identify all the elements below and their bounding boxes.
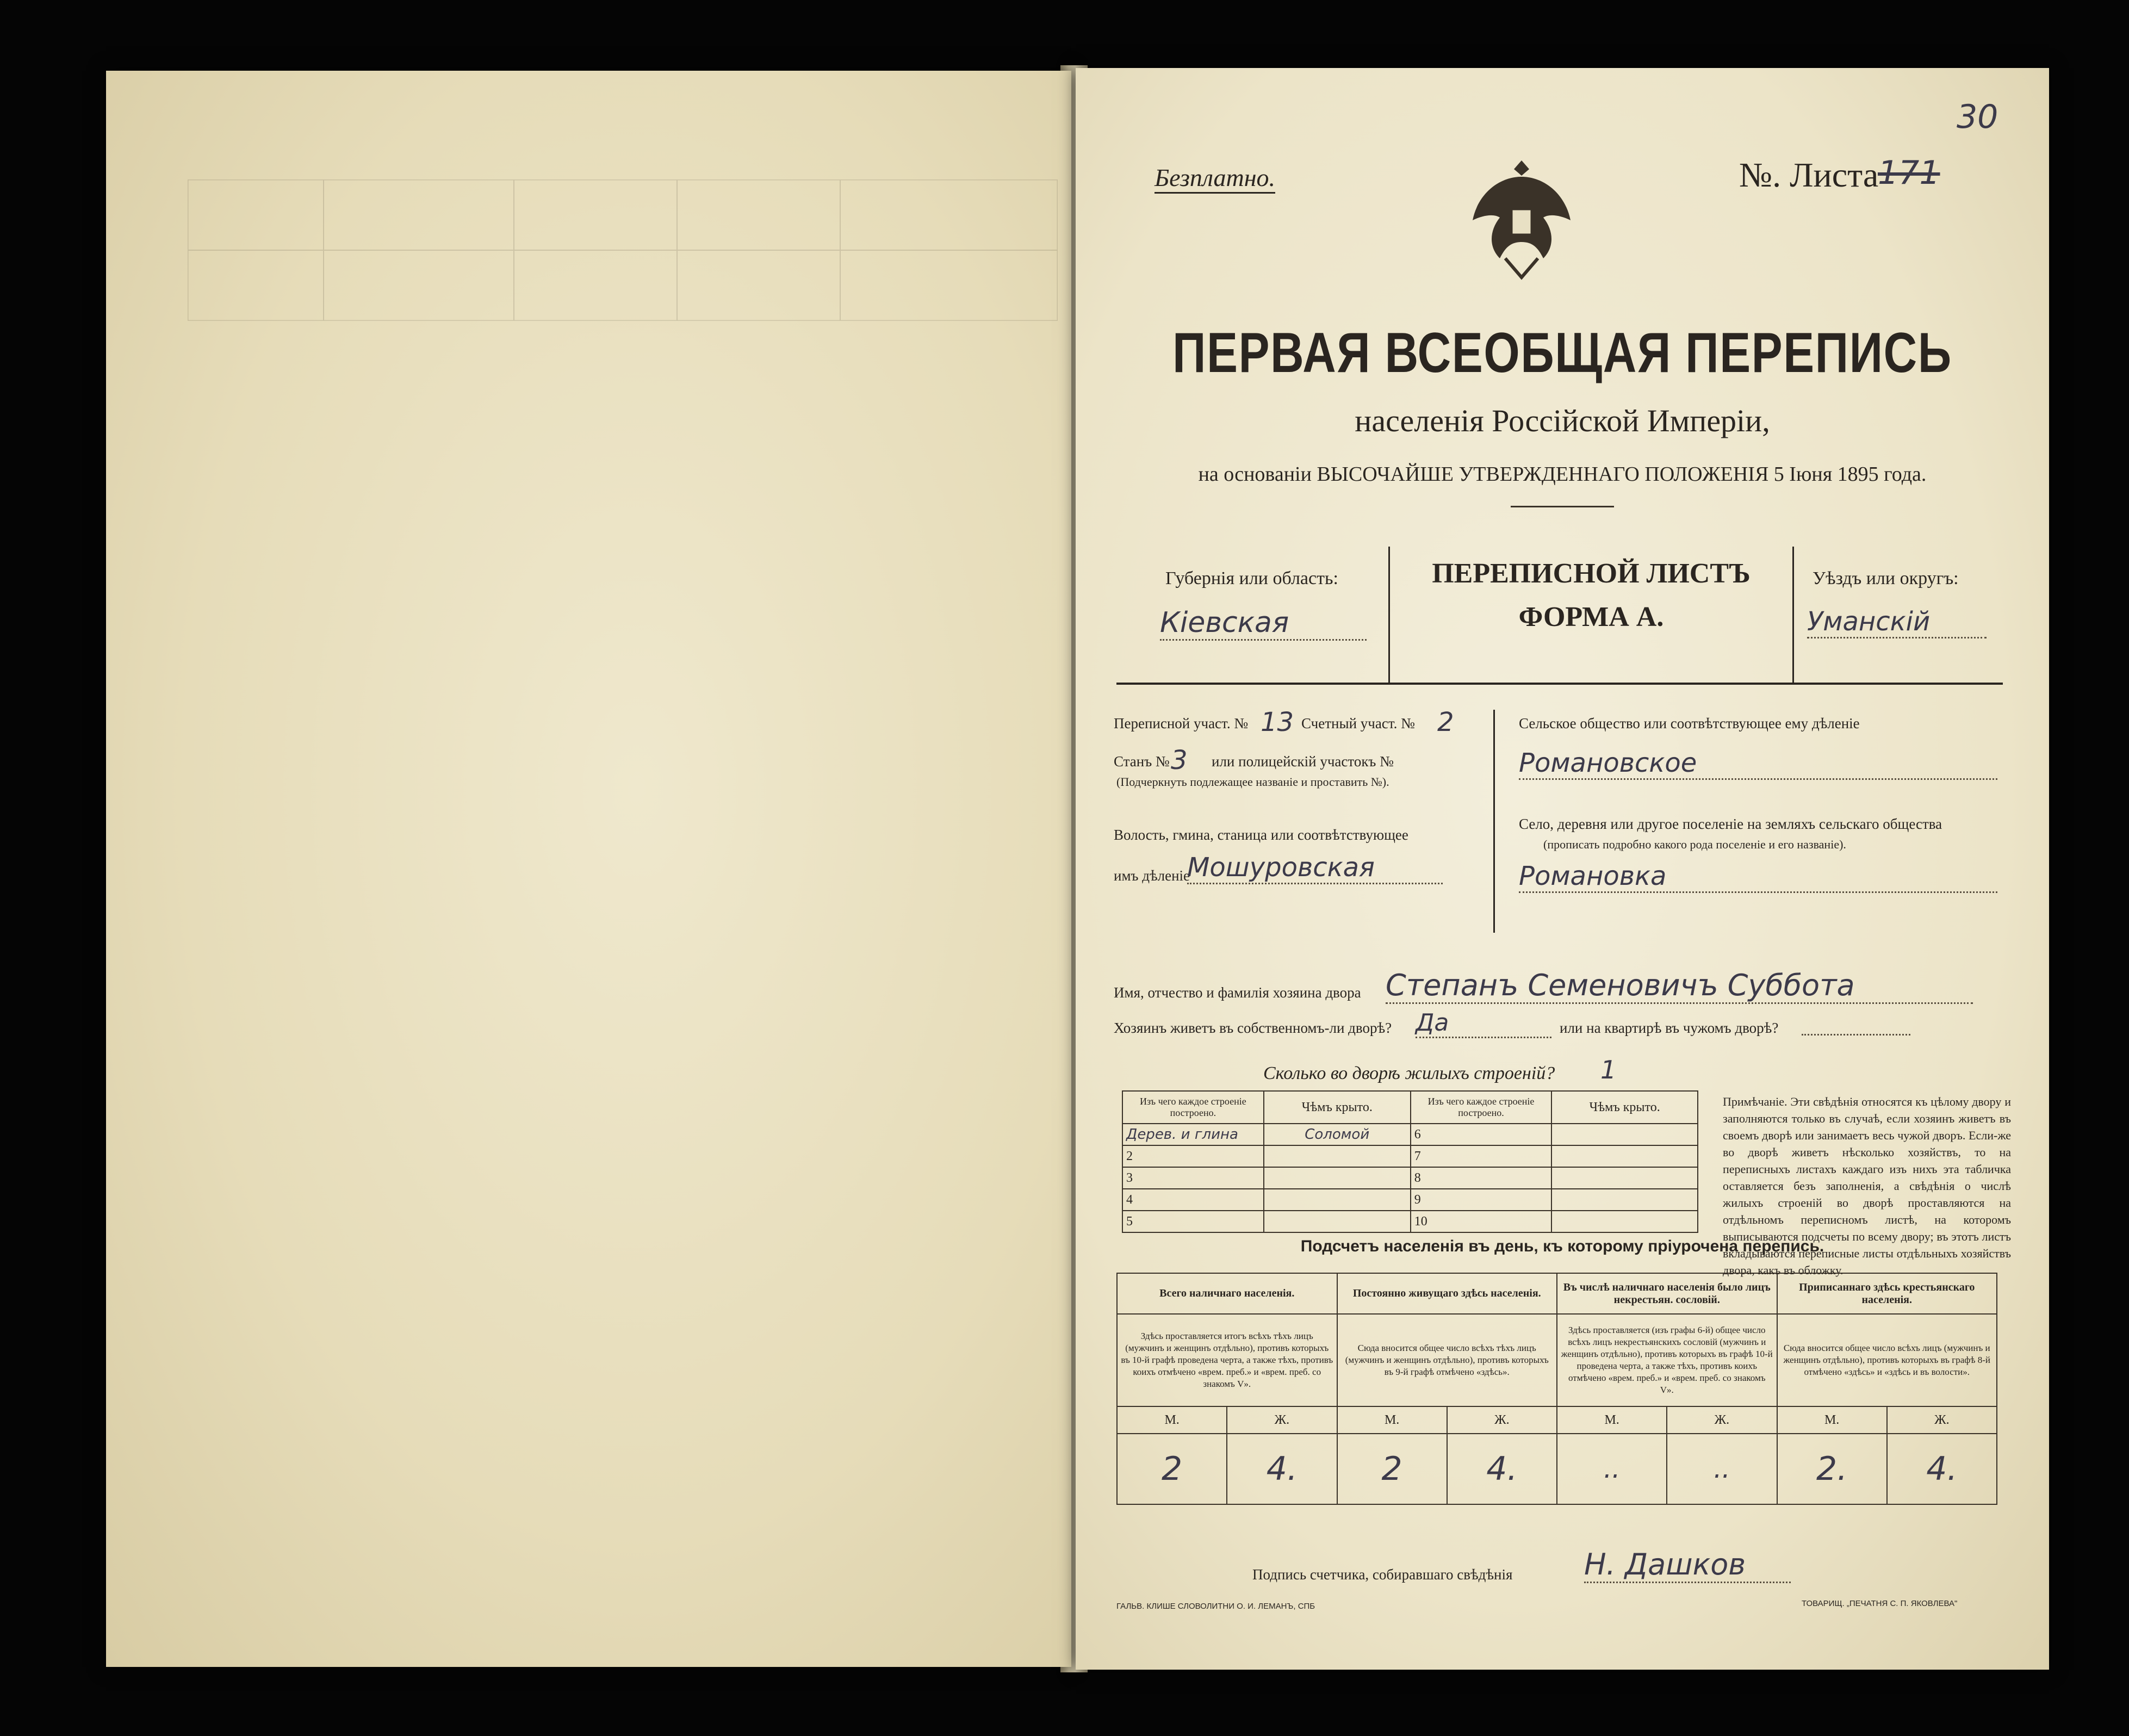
police-district-label: или полицейскій участокъ № (1212, 753, 1394, 770)
count-district-value: 2 (1437, 707, 1454, 737)
page-number: 30 (1957, 98, 1998, 136)
pop-col-1-desc: Здѣсь проставляется итогъ всѣхъ тѣхъ лицъ (мужчинъ и женщинъ отдѣльно), противъ которыхъ въ 10-й графѣ проведена черта, а также тѣхъ, противъ коихъ отмѣчено «врем. преб.» и «врем. преб. со знакомъ V». (1117, 1314, 1337, 1406)
col-material-header-2: Изъ чего каждое строеніе построено. (1411, 1091, 1551, 1124)
col-roof-header: Чѣмъ крыто. (1264, 1091, 1411, 1124)
pop-1-m-value: 2 (1117, 1434, 1227, 1504)
row-4-number: 4 (1122, 1189, 1264, 1211)
ornament-divider (1511, 506, 1614, 507)
uezd-label: Уѣздъ или округъ: (1813, 568, 1959, 588)
sheet-number-value: 171 (1878, 154, 1940, 192)
form-title-line1: ПЕРЕПИСНОЙ ЛИСТЪ (1432, 558, 1751, 589)
village-label: Село, деревня или другое поселеніе на земляхъ сельскаго общества (1519, 816, 1942, 832)
table-cell (1122, 1124, 1264, 1145)
pop-col-1-title: Всего наличнаго населенія. (1117, 1273, 1337, 1314)
population-table (1116, 1273, 1997, 1505)
table-cell (1551, 1145, 1698, 1167)
volost-label-1: Волость, гмина, станица или соотвѣтствующее (1114, 827, 1408, 843)
m-label: М. (1777, 1406, 1887, 1434)
own-house-value: Да (1416, 1009, 1551, 1038)
pop-col-3-desc: Здѣсь проставляется (изъ графы 6-й) общее число всѣхъ лицъ некрестьянскихъ сословій (мужчинъ и женщинъ отдѣльно), противъ которыхъ въ графѣ 10-й проведена черта, а также тѣхъ, противъ коихъ отмѣчено «врем. преб.» и «врем. преб. со знакомъ V». (1557, 1314, 1777, 1406)
free-label: Безплатно. (1154, 163, 1275, 194)
row-3-number: 3 (1122, 1167, 1264, 1189)
pop-4-m-value: 2. (1777, 1434, 1887, 1504)
basis-line: на основаніи ВЫСОЧАЙШЕ УТВЕРЖДЕННАГО ПОЛОЖЕНІЯ 5 Іюня 1895 года. (1198, 463, 1927, 486)
m-label: М. (1557, 1406, 1667, 1434)
volost-label-2: имъ дѣленіе (1114, 867, 1190, 884)
table-row (1122, 1167, 1698, 1189)
form-title-line2: ФОРМА А. (1518, 602, 1664, 633)
pop-4-f-value: 4. (1887, 1434, 1997, 1504)
signature-value: Н. Дашков (1584, 1547, 1791, 1583)
table-cell (1264, 1124, 1411, 1145)
row-1-material: Дерев. и глина (1126, 1126, 1238, 1143)
table-row (1122, 1211, 1698, 1232)
bleed-through-table (188, 179, 1058, 321)
pop-2-m-value: 2 (1337, 1434, 1447, 1504)
row-2-number: 2 (1122, 1145, 1264, 1167)
stan-label: Станъ № (1114, 753, 1170, 770)
col-material-header: Изъ чего каждое строеніе построено. (1122, 1091, 1264, 1124)
row-8-number: 8 (1411, 1167, 1551, 1189)
location-fields-right (1519, 715, 2008, 944)
pop-3-m-value: .. (1557, 1434, 1667, 1504)
footer-left: ГАЛЬВ. КЛИШЕ СЛОВОЛИТНИ О. И. ЛЕМАНЪ, СПБ (1116, 1602, 1315, 1611)
society-label: Сельское общество или соотвѣтствующее ему дѣленіе (1519, 715, 1860, 731)
imperial-eagle-icon (1467, 155, 1576, 280)
f-label: Ж. (1227, 1406, 1337, 1434)
pop-col-2-title: Постоянно живущаго здѣсь населенія. (1337, 1273, 1557, 1314)
table-cell (1264, 1167, 1411, 1189)
stan-value: 3 (1171, 745, 1188, 776)
location-fields-left (1114, 707, 1516, 944)
village-value: Романовка (1519, 861, 1997, 893)
pop-col-4-title: Приписаннаго здѣсь крестьянскаго населенія. (1777, 1273, 1997, 1314)
form-title-box (1388, 547, 1794, 683)
volost-value: Мошуровская (1187, 852, 1443, 884)
f-label: Ж. (1667, 1406, 1777, 1434)
m-label: М. (1117, 1406, 1227, 1434)
f-label: Ж. (1447, 1406, 1557, 1434)
table-cell (1551, 1189, 1698, 1211)
owner-value: Степанъ Семеновичъ Суббота (1386, 968, 1973, 1004)
pop-col-3-title: Въ числѣ наличнаго населенія было лицъ некрестьян. сословій. (1557, 1273, 1777, 1314)
buildings-table (1122, 1090, 1698, 1233)
table-cell (1264, 1189, 1411, 1211)
census-district-value: 13 (1261, 707, 1294, 737)
table-cell (1551, 1167, 1698, 1189)
table-row (1122, 1145, 1698, 1167)
pop-col-4-desc: Сюда вносится общее число всѣхъ лицъ (мужчинъ и женщинъ отдѣльно), противъ которыхъ въ графѣ 8-й отмѣчено «здѣсь» и «здѣсь и въ волости». (1777, 1314, 1997, 1406)
society-value: Романовское (1519, 748, 1997, 780)
pop-3-f-value: .. (1667, 1434, 1777, 1504)
row-5-number: 5 (1122, 1211, 1264, 1232)
table-cell (1551, 1124, 1698, 1145)
gubernia-label: Губернія или область: (1165, 568, 1338, 588)
owner-label: Имя, отчество и фамилія хозяина двора (1114, 984, 1361, 1001)
row-6-number: 6 (1411, 1124, 1551, 1145)
right-page (1076, 68, 2049, 1670)
m-label: М. (1337, 1406, 1447, 1434)
count-district-label: Счетный участ. № (1301, 715, 1415, 731)
population-heading: Подсчетъ населенія въ день, къ которому пріурочена перепись. (1300, 1237, 1824, 1255)
village-note: (прописать подробно какого рода поселеніе и его названіе). (1543, 838, 1846, 851)
pop-col-2-desc: Сюда вносится общее число всѣхъ тѣхъ лицъ (мужчинъ и женщинъ отдѣльно), противъ которыхъ въ 9-й графѣ отмѣчено «здѣсь». (1337, 1314, 1557, 1406)
sheet-number-label: №. Листа (1739, 156, 1879, 194)
col-roof-header-2: Чѣмъ крыто. (1551, 1091, 1698, 1124)
pop-2-f-value: 4. (1447, 1434, 1557, 1504)
table-cell (1551, 1211, 1698, 1232)
row-9-number: 9 (1411, 1189, 1551, 1211)
table-cell (1264, 1211, 1411, 1232)
table-row (1122, 1189, 1698, 1211)
census-district-label: Переписной участ. № (1114, 715, 1249, 731)
row-7-number: 7 (1411, 1145, 1551, 1167)
table-row (1122, 1124, 1698, 1145)
row-10-number: 10 (1411, 1211, 1551, 1232)
f-label: Ж. (1887, 1406, 1997, 1434)
signature-label: Подпись счетчика, собиравшаго свѣдѣнія (1252, 1566, 1513, 1583)
page-subtitle: населенія Россійской Имперіи, (1355, 403, 1770, 438)
buildings-label: Сколько во дворѣ жилыхъ строеній? (1263, 1063, 1555, 1083)
table-cell (1264, 1145, 1411, 1167)
underline-note: (Подчеркнуть подлежащее названіе и проставить №). (1116, 775, 1389, 789)
page-title: ПЕРВАЯ ВСЕОБЩАЯ ПЕРЕПИСЬ (1172, 321, 1952, 385)
buildings-value: 1 (1600, 1055, 1617, 1084)
uezd-value: Уманскій (1807, 606, 1987, 638)
apartment-value (1802, 1034, 1910, 1036)
note-text: Примѣчаніе. Эти свѣдѣнія относятся къ цѣлому двору и заполняются только въ случаѣ, если хозяинъ живетъ въ своемъ дворѣ или занимаетъ весь чужой дворъ. Если-же во дворѣ живетъ нѣсколько хозяйствъ, то на переписныхъ листахъ каждаго изъ нихъ эта табличка оставляется безъ заполненія, а свѣдѣнія о числѣ жилыхъ строеній во дворѣ проставляются на отдѣльномъ переписномъ листѣ, на которомъ выписываются подсчеты по всему двору; въ этотъ листъ вкладываются переписные листы отдѣльныхъ хозяйствъ двора, какъ въ обложку. (1723, 1095, 2011, 1277)
pop-1-f-value: 4. (1227, 1434, 1337, 1504)
row-1-roof: Соломой (1305, 1126, 1370, 1143)
fields-divider (1493, 710, 1495, 933)
left-page (106, 71, 1071, 1667)
form-header (1116, 547, 2003, 685)
footer-right: ТОВАРИЩ. „ПЕЧАТНЯ С. П. ЯКОВЛЕВА" (1802, 1599, 1958, 1608)
gubernia-value: Кіевская (1160, 606, 1367, 641)
apartment-label: или на квартирѣ въ чужомъ дворѣ? (1560, 1020, 1779, 1036)
own-house-label: Хозяинъ живетъ въ собственномъ-ли дворѣ? (1114, 1020, 1392, 1036)
